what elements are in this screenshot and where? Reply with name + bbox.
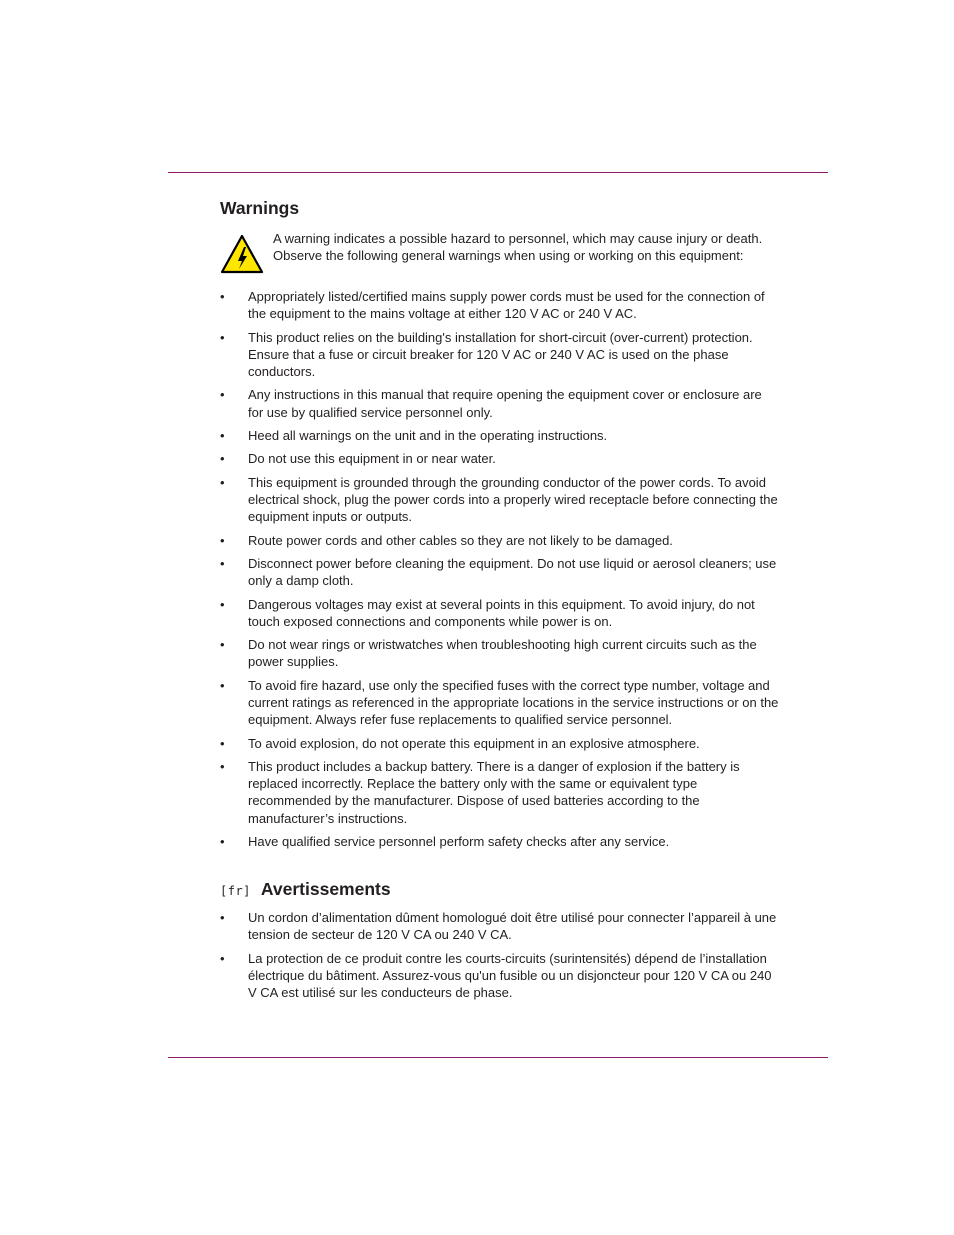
avertissements-heading-row bbox=[220, 877, 780, 901]
list-item: • Route power cords and other cables so they are not likely to be damaged. bbox=[220, 532, 673, 548]
list-item: • To avoid explosion, do not operate this equipment in an explosive atmosphere. bbox=[220, 735, 700, 751]
list-item: • Do not wear rings or wristwatches when troubleshooting high current circuits such as the power supplies. bbox=[220, 637, 757, 670]
bullet: • bbox=[220, 555, 225, 571]
list-item: • Dangerous voltages may exist at several points in this equipment. To avoid injury, do not touch exposed connections and components while power is on. bbox=[220, 596, 755, 629]
warnings-heading: Warnings bbox=[220, 198, 300, 218]
bullet: • bbox=[220, 833, 225, 849]
bullet: • bbox=[220, 735, 225, 751]
bullet: • bbox=[220, 758, 225, 774]
avertissements-list bbox=[220, 909, 780, 1001]
warnings-intro-text: A warning indicates a possible hazard to personnel, which may cause injury or death. Observe the following general warnings when using or working on this equipment: bbox=[273, 231, 763, 264]
warnings-list bbox=[220, 288, 780, 850]
bullet: • bbox=[220, 596, 225, 612]
bullet: • bbox=[220, 329, 225, 345]
list-item: • Do not use this equipment in or near water. bbox=[220, 451, 496, 467]
bullet: • bbox=[220, 950, 225, 966]
list-item: • Any instructions in this manual that require opening the equipment cover or enclosure are for use by qualified service personnel only. bbox=[220, 387, 762, 420]
list-item: • Have qualified service personnel perform safety checks after any service. bbox=[220, 833, 670, 849]
list-item: • This equipment is grounded through the grounding conductor of the power cords. To avoid electrical shock, plug the power cords into a properly wired receptacle before connecting the equipment inputs or outputs. bbox=[220, 474, 778, 525]
bullet: • bbox=[220, 532, 225, 548]
header-rule bbox=[168, 172, 828, 173]
bullet: • bbox=[220, 474, 225, 490]
bullet: • bbox=[220, 677, 225, 693]
avertissements-heading: Avertissements bbox=[260, 879, 391, 900]
electrical-hazard-warning-icon bbox=[220, 234, 264, 274]
list-item: • Disconnect power before cleaning the equipment. Do not use liquid or aerosol cleaners; use only a damp cloth. bbox=[220, 555, 777, 589]
list-item: • Heed all warnings on the unit and in the operating instructions. bbox=[220, 427, 608, 443]
list-item: • This product relies on the building's installation for short-circuit (over-current) protection. Ensure that a fuse or circuit breaker for 120 V AC or 240 V AC is used on the phase conductors. bbox=[220, 329, 753, 379]
list-item: • Appropriately listed/certified mains supply power cords must be used for the connection of the equipment to the mains voltage at either 120 V AC or 240 V AC. bbox=[220, 289, 765, 322]
bullet: • bbox=[220, 289, 225, 304]
bullet: • bbox=[220, 451, 225, 467]
list-item: • Un cordon d’alimentation dûment homologué doit être utilisé pour connecter l’appareil à une tension de secteur de 120 V CA ou 240 V CA. bbox=[220, 910, 777, 943]
bullet: • bbox=[220, 910, 225, 926]
language-tag: [fr] bbox=[220, 884, 251, 899]
page-content bbox=[220, 196, 780, 1008]
list-item: • This product includes a backup battery. There is a danger of explosion if the battery is replaced incorrectly. Replace the battery only with the same or equivalent type recommended by the manufacturer. Dispose of used batteries according to the manufacturer’s instructions. bbox=[220, 758, 740, 826]
bullet: • bbox=[220, 637, 225, 653]
list-item: • La protection de ce produit contre les courts-circuits (surintensités) dépend de l’installation électrique du bâtiment. Assurez-vous qu'un fusible ou un disjoncteur pour 120 V CA ou 240 V CA est utilisé sur les conducteurs de phase. bbox=[220, 950, 772, 1001]
warnings-intro bbox=[220, 230, 780, 282]
footer-rule bbox=[168, 1057, 828, 1058]
bullet: • bbox=[220, 387, 225, 403]
list-item: • To avoid fire hazard, use only the specified fuses with the correct type number, voltage and current ratings as referenced in the appropriate locations in the service instructions or on the equipment. Always refer fuse replacements to qualified service personnel. bbox=[220, 677, 779, 728]
bullet: • bbox=[220, 427, 225, 443]
